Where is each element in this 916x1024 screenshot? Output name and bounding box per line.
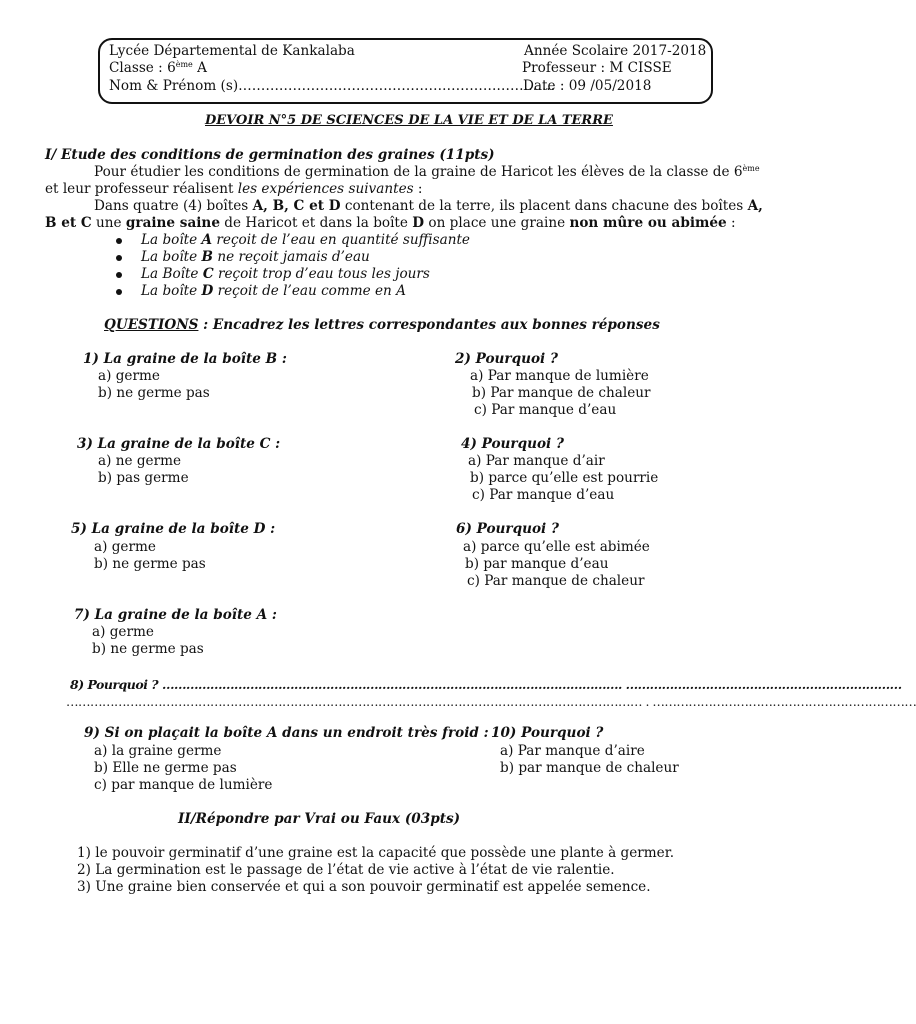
intro-line2 xyxy=(45,181,423,198)
q1-option-a[interactable]: a) germe xyxy=(98,368,160,384)
setup-line2-e: D xyxy=(412,215,425,231)
setup-line2-h: : xyxy=(726,215,736,231)
setup-line2-d: de Haricot et dans la boîte xyxy=(219,215,413,231)
q9-option-b[interactable]: b) Elle ne germe pas xyxy=(94,760,237,776)
bullet-post: reçoit trop d’eau tous les jours xyxy=(213,266,430,282)
true-false-item-2: 2) La germination est le passage de l’état de vie active à l’état de vie ralentie. xyxy=(77,862,615,878)
setup-line2-f: on place une graine xyxy=(424,215,570,231)
setup-line2-g: non mûre ou abimée xyxy=(569,215,727,231)
q1-option-b[interactable]: b) ne germe pas xyxy=(98,385,210,401)
setup-line1-d: A, xyxy=(747,198,763,214)
questions-text: : Encadrez les lettres correspondantes aux bonnes réponses xyxy=(198,317,660,333)
setup-line1-b: A, B, C et D xyxy=(252,198,341,214)
true-false-item-3: 3) Une graine bien conservée et qui a son pouvoir germinatif est appelée semence. xyxy=(77,879,651,895)
q4-option-a[interactable]: a) Par manque d’air xyxy=(468,453,605,469)
question-1: 1) La graine de la boîte B : xyxy=(83,351,287,367)
class-suffix: A xyxy=(192,60,207,76)
q4-option-b[interactable]: b) parce qu’elle est pourrie xyxy=(470,470,659,486)
setup-line2-c: graine saine xyxy=(125,215,220,231)
name-field: Nom & Prénom (s)……………………………………………………………. xyxy=(109,78,556,94)
bullet-pre: La Boîte xyxy=(141,266,203,282)
question-4: 4) Pourquoi ? xyxy=(461,436,564,452)
question-9: 9) Si on plaçait la boîte A dans un endroit très froid : xyxy=(84,725,489,741)
q7-option-a[interactable]: a) germe xyxy=(92,624,154,640)
question-8[interactable]: 8) Pourquoi ? ……………………………………………………………………………………………………. …………………………………………………………… xyxy=(70,677,902,692)
intro-line2-a: et leur professeur réalisent xyxy=(45,181,238,197)
intro-text: Pour étudier les conditions de germination de la graine de Haricot les élèves de la classe de 6 xyxy=(94,164,743,180)
question-10: 10) Pourquoi ? xyxy=(491,725,604,741)
q6-option-a[interactable]: a) parce qu’elle est abimée xyxy=(463,539,650,555)
intro-line2-b: les expériences suivantes xyxy=(237,181,414,197)
bullet-icon xyxy=(116,238,122,244)
q2-option-c[interactable]: c) Par manque d’eau xyxy=(474,402,617,418)
bullet-pre: La boîte xyxy=(141,283,202,299)
bullet-pre: La boîte xyxy=(141,249,202,265)
intro-sup: ème xyxy=(742,164,760,173)
q5-option-a[interactable]: a) germe xyxy=(94,539,156,555)
bullet-post: ne reçoit jamais d’eau xyxy=(213,249,370,265)
bullet-item xyxy=(141,232,470,249)
true-false-item-1: 1) le pouvoir germinatif d’une graine est la capacité que possède une plante à germer. xyxy=(77,845,675,861)
setup-line2-a: B et C xyxy=(45,215,92,231)
section2-heading: II/Répondre par Vrai ou Faux (03pts) xyxy=(178,811,461,827)
class-sup: ème xyxy=(175,60,193,69)
q6-option-c[interactable]: c) Par manque de chaleur xyxy=(467,573,645,589)
class-label xyxy=(109,60,207,77)
class-prefix: Classe : 6 xyxy=(109,60,176,76)
question-7: 7) La graine de la boîte A : xyxy=(74,607,277,623)
bullet-post: reçoit de l’eau comme en A xyxy=(213,283,406,299)
bullet-box: D xyxy=(201,283,214,299)
q5-option-b[interactable]: b) ne germe pas xyxy=(94,556,206,572)
q9-option-a[interactable]: a) la graine germe xyxy=(94,743,222,759)
q2-option-a[interactable]: a) Par manque de lumière xyxy=(470,368,649,384)
school-name: Lycée Départemental de Kankalaba xyxy=(109,43,355,59)
setup-line1 xyxy=(94,198,763,215)
question-5: 5) La graine de la boîte D : xyxy=(71,521,276,537)
q10-option-b[interactable]: b) par manque de chaleur xyxy=(500,760,679,776)
bullet-item xyxy=(141,249,370,266)
intro-line1 xyxy=(94,164,760,181)
bullet-box: C xyxy=(202,266,214,282)
bullet-box: B xyxy=(201,249,214,265)
section1-heading: I/ Etude des conditions de germination des graines (11pts) xyxy=(45,147,495,163)
bullet-item xyxy=(141,266,430,283)
exam-date: Date : 09 /05/2018 xyxy=(523,78,652,94)
question-6: 6) Pourquoi ? xyxy=(456,521,559,537)
question-8-answer-line[interactable]: ……………………………………………………………………………………………………………………………… . ………………………………………………………… xyxy=(66,694,916,709)
question-2: 2) Pourquoi ? xyxy=(455,351,558,367)
questions-label: QUESTIONS xyxy=(104,317,199,333)
q2-option-b[interactable]: b) Par manque de chaleur xyxy=(472,385,651,401)
q9-option-c[interactable]: c) par manque de lumière xyxy=(94,777,273,793)
q3-option-a[interactable]: a) ne germe xyxy=(98,453,182,469)
q4-option-c[interactable]: c) Par manque d’eau xyxy=(472,487,615,503)
q7-option-b[interactable]: b) ne germe pas xyxy=(92,641,204,657)
q10-option-a[interactable]: a) Par manque d’aire xyxy=(500,743,645,759)
bullet-box: A xyxy=(201,232,213,248)
q6-option-b[interactable]: b) par manque d’eau xyxy=(465,556,609,572)
questions-instruction xyxy=(104,317,660,334)
intro-line2-c: : xyxy=(413,181,423,197)
bullet-icon xyxy=(116,289,122,295)
bullet-item xyxy=(141,283,406,300)
page-title: DEVOIR N°5 DE SCIENCES DE LA VIE ET DE LA TERRE xyxy=(205,113,613,128)
q3-option-b[interactable]: b) pas germe xyxy=(98,470,189,486)
bullet-post: reçoit de l’eau en quantité suffisante xyxy=(212,232,470,248)
setup-line1-a: Dans quatre (4) boîtes xyxy=(94,198,253,214)
bullet-icon xyxy=(116,255,122,261)
bullet-pre: La boîte xyxy=(141,232,202,248)
setup-line2 xyxy=(45,215,736,232)
school-year: Année Scolaire 2017-2018 xyxy=(524,43,707,59)
setup-line1-c: contenant de la terre, ils placent dans chacune des boîtes xyxy=(340,198,748,214)
bullet-icon xyxy=(116,272,122,278)
teacher-name: Professeur : M CISSE xyxy=(522,60,672,76)
question-3: 3) La graine de la boîte C : xyxy=(77,436,281,452)
setup-line2-b: une xyxy=(91,215,126,231)
